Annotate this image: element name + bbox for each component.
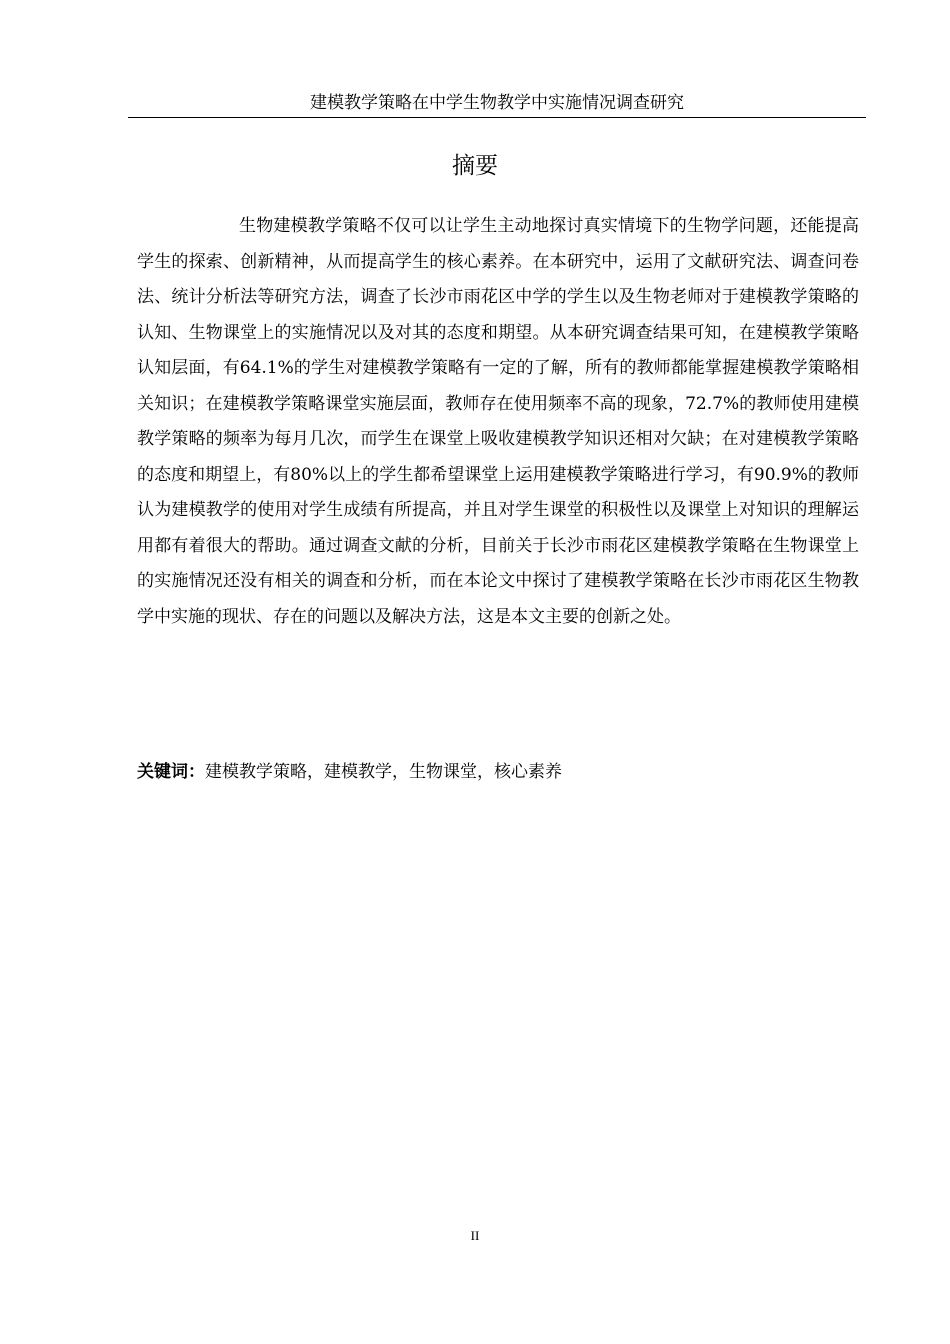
abstract-body: 生物建模教学策略不仅可以让学生主动地探讨真实情境下的生物学问题，还能提高学生的探索、创新精神，从而提高学生的核心素养。在本研究中，运用了文献研究法、调查问卷法、统计分析法等研究方法，调查了长沙市雨花区中学的学生以及生物老师对于建模教学策略的认知、生物课堂上的实施情况以及对其的态度和期望。从本研究调查结果可知，在建模教学策略认知层面，有64.1%的学生对建模教学策略有一定的了解，所有的教师都能掌握建模教学策略相关知识；在建模教学策略课堂实施层面，教师存在使用频率不高的现象，72.7%的教师使用建模教学策略的频率为每月几次，而学生在课堂上吸收建模教学知识还相对欠缺；在对建模教学策略的态度和期望上，有80%以上的学生都希望课堂上运用建模教学策略进行学习，有90.9%的教师认为建模教学的使用对学生成绩有所提高，并且对学生课堂的积极性以及课堂上对知识的理解运用都有着很大的帮助。通过调查文献的分析，目前关于长沙市雨花区建模教学策略在生物课堂上的实施情况还没有相关的调查和分析，而在本论文中探讨了建模教学策略在长沙市雨花区生物教学中实施的现状、存在的问题以及解决方法，这是本文主要的创新之处。 (137, 216, 859, 627)
keywords-label: 关键词： (137, 762, 205, 782)
page-number: II (470, 1228, 480, 1243)
keywords-text: 建模教学策略，建模教学，生物课堂，核心素养 (205, 762, 562, 782)
abstract-title: 摘要 (452, 153, 498, 179)
keywords-line (137, 758, 859, 786)
running-header: 建模教学策略在中学生物教学中实施情况调查研究 (128, 92, 866, 118)
